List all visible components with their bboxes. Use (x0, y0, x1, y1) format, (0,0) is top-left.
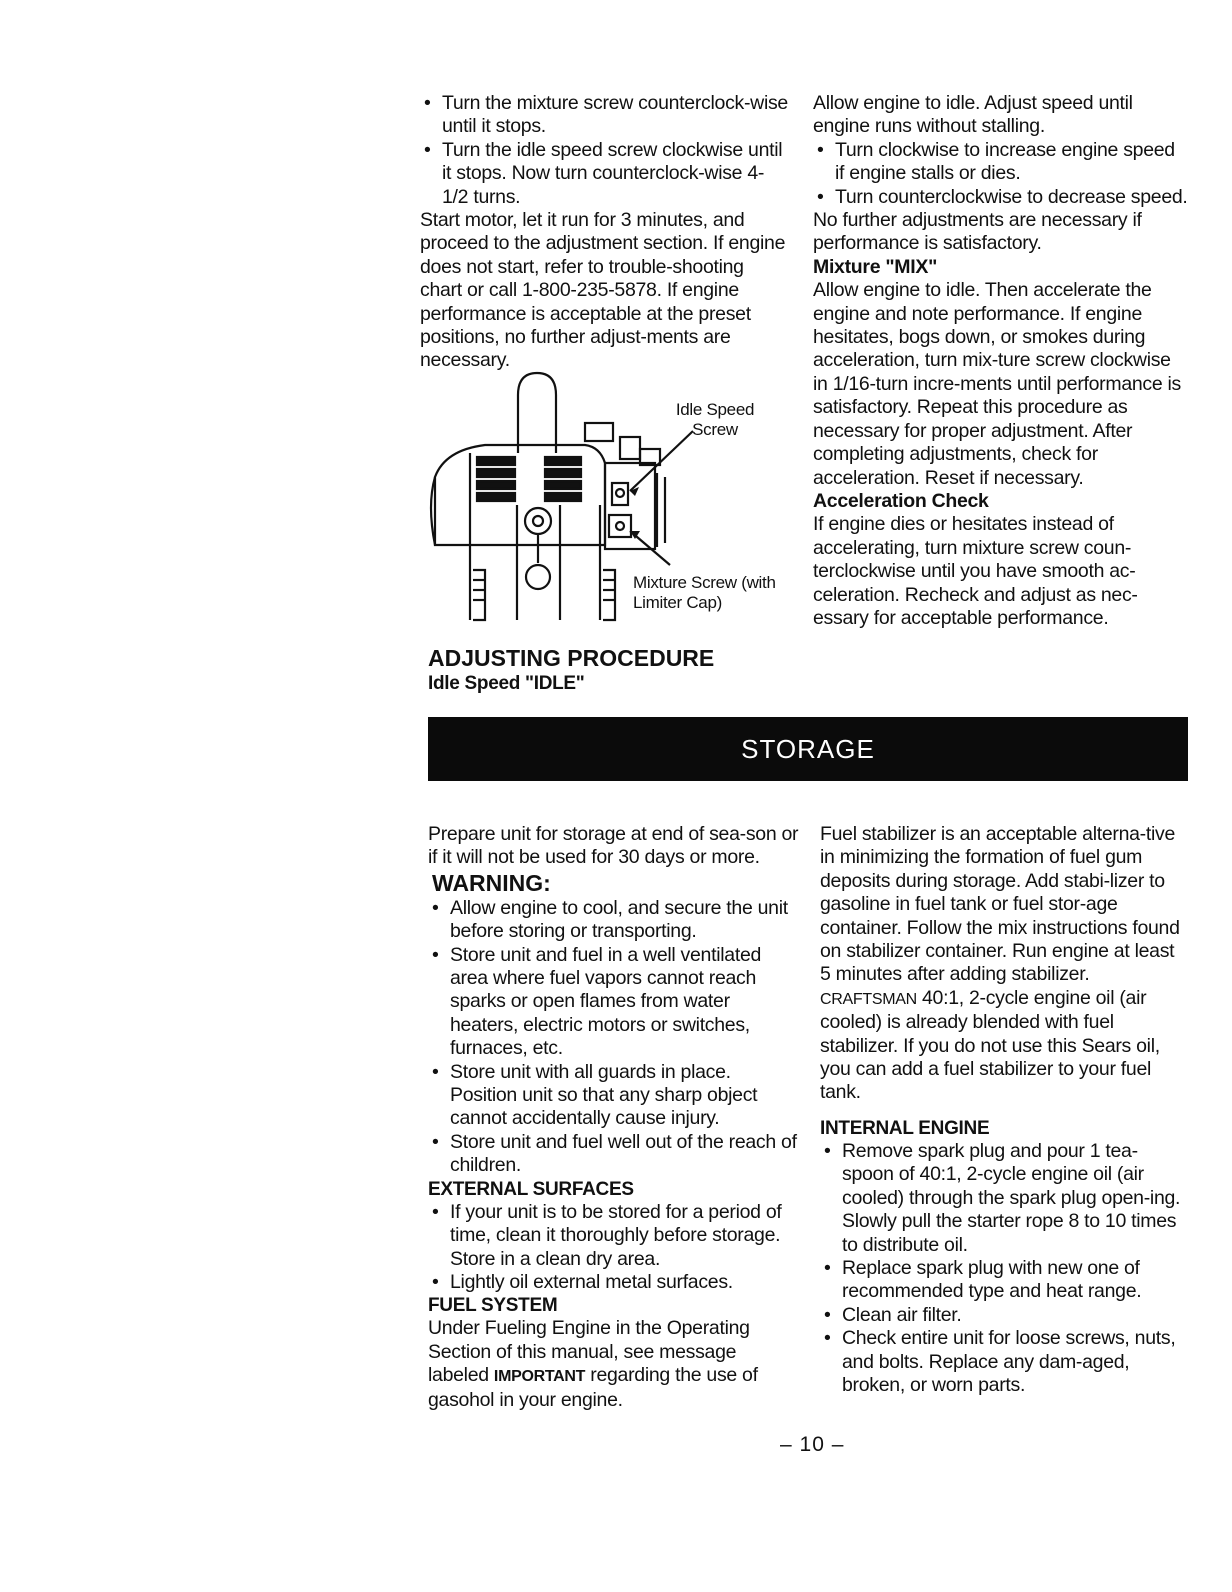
pre-adjust-steps (420, 92, 790, 209)
mixture-screw-label: Mixture Screw (with Limiter Cap) (633, 573, 776, 612)
warning-heading: WARNING: (432, 869, 551, 896)
top-right-column (813, 92, 1189, 630)
important-label: IMPORTANT (493, 1368, 586, 1386)
start-motor-paragraph: Start motor, let it run for 3 minutes, and proceed to the adjustment section. If engine does not start, refer to trouble-shooting chart or call 1-800-235-5878. If engine performance is acceptable at the preset positions, no further adjust-ments are necessary. (420, 209, 786, 372)
fuel-text-1: Under Fueling Engine in the Operating Section of this manual, see message labeled (428, 1317, 750, 1387)
fuel-system-paragraph (428, 1317, 800, 1412)
mixture-heading: Mixture "MIX" (813, 255, 938, 278)
idle-adjust-paragraph: Allow engine to idle. Adjust speed until engine runs without stalling. (813, 92, 1133, 138)
adjusting-procedure-heading: ADJUSTING PROCEDURE (428, 645, 715, 671)
storage-left-column (428, 823, 800, 1412)
list-item: • Turn the idle speed screw clockwise until it stops. Now turn counterclock-wise 4-1/2 turns. (420, 139, 790, 209)
list-item: • Turn the mixture screw counterclock-wise until it stops. (420, 92, 790, 139)
list-item: • If your unit is to be stored for a period of time, clean it thoroughly before storage. Store in a clean dry area. (428, 1201, 800, 1271)
list-item: • Store unit and fuel well out of the reach of children. (428, 1131, 800, 1178)
adjusting-headings (428, 645, 798, 695)
fuel-stabilizer-paragraph: Fuel stabilizer is an acceptable alterna-tive in minimizing the formation of fuel gum deposits during storage. Add stabi-lizer to gasoline in fuel tank or fuel stor-age container. Follow the mix instructions found on stabilizer container. Run engine at least 5 minutes after adding stabilizer. (820, 823, 1180, 986)
prepare-storage-paragraph: Prepare unit for storage at end of sea-son or if it will not be used for 30 days or more. (428, 823, 799, 869)
fuel-system-heading: FUEL SYSTEM (428, 1295, 558, 1317)
list-item: • Replace spark plug with new one of recommended type and heat range. (820, 1257, 1188, 1304)
list-item: • Turn counterclockwise to decrease speed. (813, 186, 1189, 209)
storage-banner (428, 717, 1188, 781)
list-item: • Store unit with all guards in place. Position unit so that any sharp object cannot accidentally cause injury. (428, 1061, 800, 1131)
idle-speed-heading: Idle Speed "IDLE" (428, 673, 585, 694)
no-further-paragraph: No further adjustments are necessary if performance is satisfactory. (813, 209, 1142, 255)
acceleration-check-heading: Acceleration Check (813, 489, 989, 512)
oil-text: 40:1, 2-cycle engine oil (air cooled) is already blended with fuel stabilizer. If you do not use this Sears oil, you can add a fuel stabilizer to your fuel tank. (820, 986, 1160, 1104)
storage-right-column (820, 823, 1188, 1397)
list-item: • Store unit and fuel in a well ventilated area where fuel vapors cannot reach sparks or open flames from water heaters, electric motors or switches, furnaces, etc. (428, 944, 800, 1061)
list-item: • Lightly oil external metal surfaces. (428, 1271, 800, 1294)
fuel-text-2: regarding the use of gasohol in your engine. (428, 1364, 758, 1411)
mixture-paragraph: Allow engine to idle. Then accelerate the engine and note performance. If engine hesitates, bogs down, or smokes during acceleration, turn mix-ture screw clockwise in 1/16-turn incre-ments until performance is satisfactory. Repeat this procedure as necessary for proper adjustment. After completing adjustments, check for acceleration. Reset if necessary. (813, 279, 1181, 489)
external-surfaces-list (428, 1201, 800, 1295)
storage-title: STORAGE (741, 733, 875, 764)
internal-engine-heading: INTERNAL ENGINE (820, 1117, 990, 1139)
warning-list (428, 897, 800, 1178)
list-item: • Remove spark plug and pour 1 tea-spoon of 40:1, 2-cycle engine oil (air cooled) through the spark plug open-ing. Slowly pull the starter rope 8 to 10 times to distribute oil. (820, 1140, 1188, 1257)
page-number: – 10 – (780, 1433, 845, 1456)
internal-engine-list (820, 1140, 1188, 1397)
idle-speed-screw-label: Idle Speed Screw (675, 400, 755, 439)
top-left-column (420, 92, 790, 373)
idle-adjust-steps (813, 139, 1189, 209)
acceleration-check-paragraph: If engine dies or hesitates instead of accelerating, turn mixture screw coun-terclockwise until you have smooth ac-celeration. Recheck and adjust as nec-essary for acceptable performance. (813, 513, 1138, 629)
carburetor-diagram (425, 365, 795, 627)
list-item: • Turn clockwise to increase engine speed if engine stalls or dies. (813, 139, 1189, 186)
craftsman-oil-paragraph (820, 987, 1188, 1105)
external-surfaces-heading: EXTERNAL SURFACES (428, 1178, 634, 1200)
craftsman-brand: CRAFTSMAN (820, 990, 917, 1008)
list-item: • Check entire unit for loose screws, nuts, and bolts. Replace any dam-aged, broken, or worn parts. (820, 1327, 1188, 1397)
list-item: • Allow engine to cool, and secure the unit before storing or transporting. (428, 897, 800, 944)
list-item: • Clean air filter. (820, 1304, 1188, 1327)
